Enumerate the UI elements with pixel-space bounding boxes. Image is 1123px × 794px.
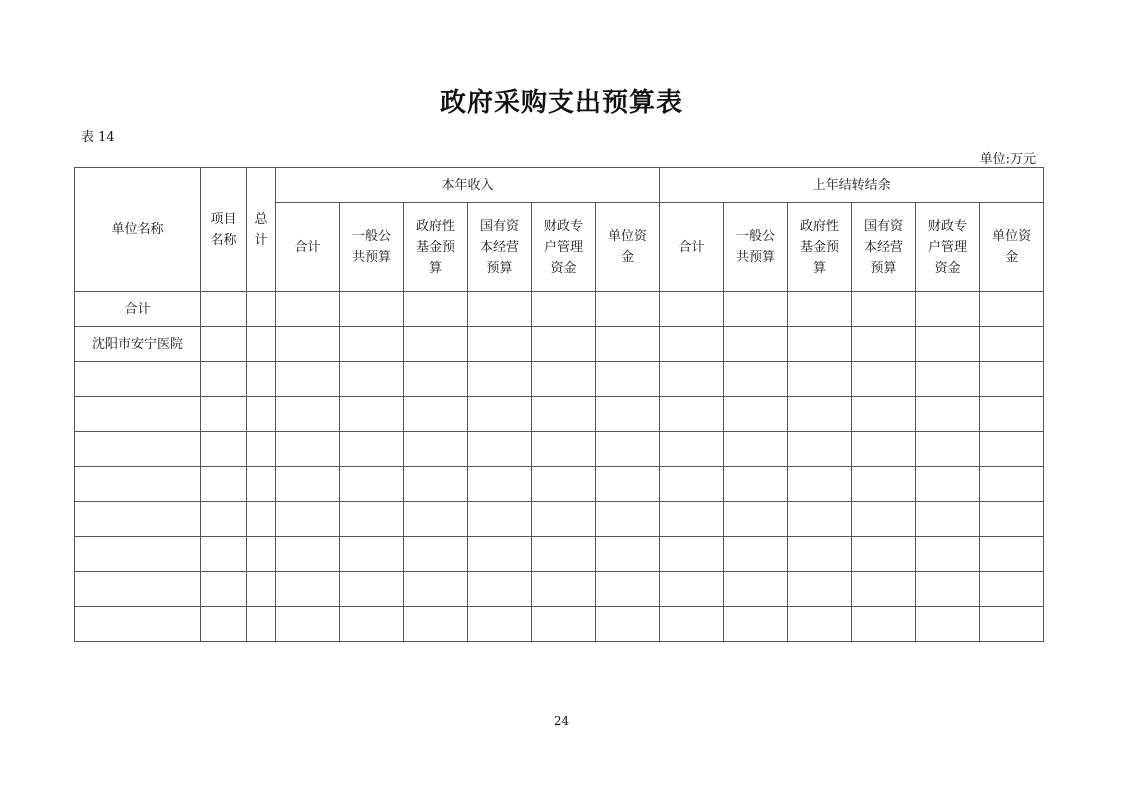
value-cell [532,362,596,397]
value-cell [340,607,404,642]
table-row [75,537,1044,572]
header-prior-sub-1: 一般公 共预算 [724,203,788,292]
value-cell [724,607,788,642]
value-cell [596,292,660,327]
table-row [75,292,1044,327]
table-row [75,432,1044,467]
value-cell [532,327,596,362]
value-cell [596,467,660,502]
value-cell [201,327,247,362]
value-cell [532,502,596,537]
value-cell [852,432,916,467]
value-cell [247,327,276,362]
value-cell [468,362,532,397]
value-cell [724,502,788,537]
value-cell [596,607,660,642]
value-cell [596,362,660,397]
header-current-sub-0: 合计 [276,203,340,292]
value-cell [276,537,340,572]
header-prior-sub-3: 国有资 本经营 预算 [852,203,916,292]
value-cell [201,502,247,537]
value-cell [468,572,532,607]
value-cell [532,432,596,467]
value-cell [660,292,724,327]
header-row-1 [75,168,1044,203]
value-cell [980,537,1044,572]
value-cell [468,502,532,537]
unit-name-cell [75,572,201,607]
table-row [75,502,1044,537]
value-cell [980,467,1044,502]
value-cell [468,537,532,572]
value-cell [340,327,404,362]
value-cell [980,607,1044,642]
value-cell [980,432,1044,467]
value-cell [916,467,980,502]
value-cell [660,362,724,397]
value-cell [660,607,724,642]
value-cell [340,292,404,327]
value-cell [201,397,247,432]
value-cell [276,607,340,642]
unit-name-cell [75,467,201,502]
value-cell [468,327,532,362]
table-row [75,572,1044,607]
value-cell [340,432,404,467]
value-cell [788,292,852,327]
value-cell [788,327,852,362]
table-row [75,607,1044,642]
value-cell [276,292,340,327]
header-unit-name: 单位名称 [75,168,201,292]
value-cell [276,467,340,502]
value-cell [247,362,276,397]
value-cell [247,607,276,642]
value-cell [916,607,980,642]
header-total: 总 计 [247,168,276,292]
header-prior-sub-5: 单位资 金 [980,203,1044,292]
value-cell [852,292,916,327]
value-cell [916,397,980,432]
unit-name-cell [75,362,201,397]
value-cell [276,432,340,467]
value-cell [788,397,852,432]
value-cell [660,397,724,432]
unit-name-cell [75,607,201,642]
value-cell [724,572,788,607]
page-number: 24 [553,714,570,728]
value-cell [596,502,660,537]
value-cell [660,467,724,502]
header-current-sub-5: 单位资 金 [596,203,660,292]
value-cell [468,432,532,467]
value-cell [724,537,788,572]
value-cell [532,572,596,607]
value-cell [788,572,852,607]
value-cell [201,607,247,642]
value-cell [247,467,276,502]
header-current-sub-3: 国有资 本经营 预算 [468,203,532,292]
value-cell [404,362,468,397]
value-cell [980,572,1044,607]
budget-table [74,167,1044,642]
unit-name-cell [75,502,201,537]
value-cell [660,432,724,467]
value-cell [788,537,852,572]
value-cell [468,292,532,327]
value-cell [404,572,468,607]
value-cell [852,607,916,642]
value-cell [247,537,276,572]
value-cell [404,292,468,327]
value-cell [201,467,247,502]
value-cell [276,362,340,397]
value-cell [980,397,1044,432]
table-row [75,327,1044,362]
value-cell [404,432,468,467]
table-row [75,397,1044,432]
value-cell [276,397,340,432]
value-cell [788,467,852,502]
value-cell [404,397,468,432]
header-current-sub-1: 一般公 共预算 [340,203,404,292]
value-cell [201,432,247,467]
value-cell [247,397,276,432]
value-cell [788,607,852,642]
value-cell [404,537,468,572]
header-current-sub-4: 财政专 户管理 资金 [532,203,596,292]
value-cell [532,292,596,327]
value-cell [532,397,596,432]
value-cell [201,362,247,397]
table-row [75,467,1044,502]
value-cell [852,397,916,432]
value-cell [468,397,532,432]
value-cell [532,467,596,502]
value-cell [201,537,247,572]
value-cell [468,467,532,502]
value-cell [404,607,468,642]
value-cell [404,467,468,502]
value-cell [916,362,980,397]
value-cell [660,537,724,572]
value-cell [916,572,980,607]
value-cell [596,432,660,467]
value-cell [788,362,852,397]
value-cell [340,397,404,432]
value-cell [596,537,660,572]
value-cell [724,292,788,327]
value-cell [916,292,980,327]
unit-name-cell [75,397,201,432]
value-cell [916,327,980,362]
value-cell [660,572,724,607]
unit-name-cell [75,432,201,467]
header-project-name: 项目 名称 [201,168,247,292]
value-cell [247,292,276,327]
header-group-prior-year: 上年结转结余 [660,168,1044,203]
value-cell [852,502,916,537]
header-current-sub-2: 政府性 基金预 算 [404,203,468,292]
value-cell [852,327,916,362]
header-prior-sub-4: 财政专 户管理 资金 [916,203,980,292]
value-cell [596,327,660,362]
value-cell [596,572,660,607]
value-cell [201,292,247,327]
value-cell [404,327,468,362]
value-cell [980,292,1044,327]
value-cell [340,362,404,397]
value-cell [980,327,1044,362]
value-cell [916,502,980,537]
value-cell [980,502,1044,537]
header-group-current-year: 本年收入 [276,168,660,203]
value-cell [247,572,276,607]
page-title: 政府采购支出预算表 [439,88,683,118]
value-cell [980,362,1044,397]
value-cell [660,327,724,362]
value-cell [340,572,404,607]
value-cell [404,502,468,537]
value-cell [788,432,852,467]
value-cell [724,397,788,432]
unit-name-cell: 沈阳市安宁医院 [75,327,201,362]
value-cell [340,537,404,572]
value-cell [201,572,247,607]
value-cell [596,397,660,432]
value-cell [468,607,532,642]
unit-label: 单位:万元 [979,152,1036,167]
value-cell [247,432,276,467]
value-cell [724,467,788,502]
table-number: 表 14 [81,130,115,145]
value-cell [852,362,916,397]
value-cell [532,537,596,572]
value-cell [788,502,852,537]
value-cell [532,607,596,642]
value-cell [724,362,788,397]
value-cell [852,572,916,607]
header-prior-sub-2: 政府性 基金预 算 [788,203,852,292]
table-row [75,362,1044,397]
unit-name-cell: 合计 [75,292,201,327]
value-cell [340,502,404,537]
value-cell [276,327,340,362]
value-cell [724,432,788,467]
value-cell [916,432,980,467]
header-prior-sub-0: 合计 [660,203,724,292]
value-cell [852,537,916,572]
unit-name-cell [75,537,201,572]
value-cell [276,502,340,537]
value-cell [340,467,404,502]
value-cell [852,467,916,502]
value-cell [276,572,340,607]
value-cell [660,502,724,537]
value-cell [916,537,980,572]
value-cell [247,502,276,537]
value-cell [724,327,788,362]
